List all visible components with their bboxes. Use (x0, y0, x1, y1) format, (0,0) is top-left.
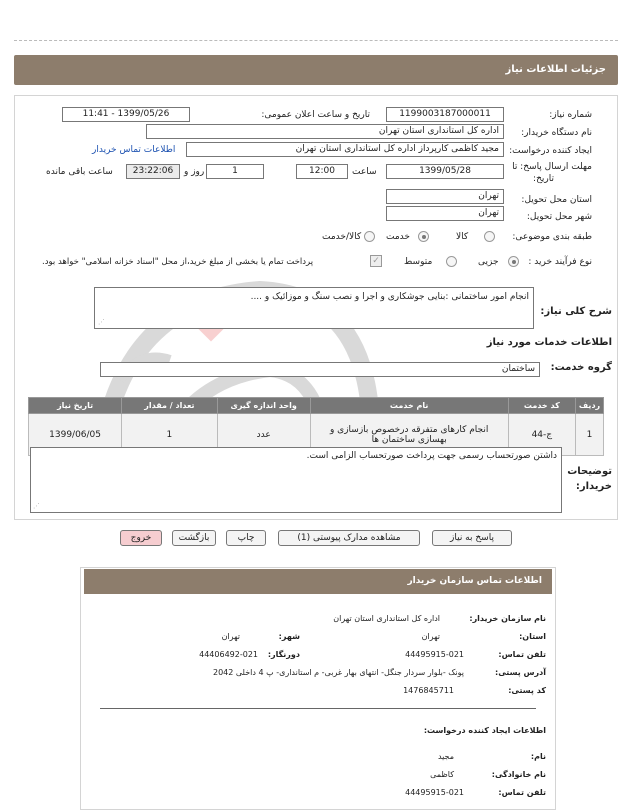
summary-label: شرح کلی نیاز: (540, 306, 612, 317)
process-label: نوع فرآیند خرید : (528, 257, 592, 267)
category-radio-goods[interactable] (484, 231, 495, 242)
time-label: ساعت (352, 167, 377, 177)
creator-name-label: نام: (530, 752, 546, 761)
creator-phone-label: تلفن تماس: (498, 788, 546, 797)
col-header-row-number: ردیف (576, 398, 604, 414)
creator-phone-value: 44495915-021 (405, 788, 464, 797)
attachments-button[interactable]: مشاهده مدارک پیوستی (1) (278, 530, 420, 546)
process-option-minor: جزیی (478, 257, 499, 267)
service-group-field: ساختمان (100, 362, 540, 377)
process-radio-minor[interactable] (508, 256, 519, 267)
checkbox-icon[interactable]: ✓ (370, 255, 382, 267)
col-header-quantity: تعداد / مقدار (122, 398, 217, 414)
cell-quantity: 1 (122, 414, 217, 456)
summary-field: انجام امور ساختمانی :بنایی جوشکاری و اجرا و نصب سنگ و موزائیک و .... (94, 287, 534, 329)
announce-field: 1399/05/26 - 11:41 (62, 107, 190, 122)
remaining-time-field: 23:22:06 (126, 164, 180, 179)
days-field: 1 (206, 164, 264, 179)
cell-need-date: 1399/06/05 (29, 414, 122, 456)
contact-divider (100, 708, 536, 709)
table-header-row (29, 398, 604, 414)
buyer-field: اداره کل استانداری استان تهران (146, 124, 504, 139)
deadline-label-date: تاریخ: (533, 174, 554, 184)
contact-city-label: شهر: (278, 632, 300, 641)
contact-header (84, 569, 552, 594)
cell-row-number: 1 (576, 414, 604, 456)
buyer-contact-link[interactable]: اطلاعات تماس خریدار (92, 145, 176, 155)
category-radio-service[interactable] (418, 231, 429, 242)
buyer-label: نام دستگاه خریدار: (521, 128, 592, 138)
creator-name-value: مجید (437, 752, 454, 761)
contact-province-value: تهران (421, 632, 440, 641)
contact-fax-label: دورنگار: (267, 650, 300, 659)
page-header (14, 55, 618, 85)
need-number-label: شماره نیاز: (549, 110, 592, 120)
contact-panel (80, 567, 556, 810)
contact-phone-value: 44495915-021 (405, 650, 464, 659)
contact-phone-label: تلفن تماس: (498, 650, 546, 659)
province-label: استان محل تحویل: (521, 195, 592, 205)
col-header-unit: واحد اندازه گیری (217, 398, 310, 414)
category-option-goods: کالا (456, 232, 469, 242)
days-label: روز و (184, 167, 205, 177)
page-title: جزئیات اطلاعات نیاز (505, 64, 606, 75)
contact-fax-value: 44406492-021 (199, 650, 258, 659)
remaining-label: ساعت باقی مانده (46, 167, 113, 177)
creator-label: ایجاد کننده درخواست: (509, 146, 592, 156)
col-header-need-date: تاریخ نیاز (29, 398, 122, 414)
process-option-medium: متوسط (404, 257, 433, 267)
category-radio-goods-service[interactable] (364, 231, 375, 242)
process-radio-medium[interactable] (446, 256, 457, 267)
contact-address-label: آدرس پستی: (495, 668, 546, 677)
col-header-service-name: نام خدمت (310, 398, 508, 414)
creator-info-title: اطلاعات ایجاد کننده درخواست: (423, 726, 546, 735)
city-field: تهران (386, 206, 504, 221)
need-number-field: 1199003187000011 (386, 107, 504, 122)
province-field: تهران (386, 189, 504, 204)
services-title: اطلاعات خدمات مورد نیاز (486, 337, 612, 348)
contact-postal-value: 1476845711 (403, 686, 454, 695)
creator-family-value: کاظمی (430, 770, 454, 779)
reply-button[interactable]: پاسخ به نیاز (432, 530, 512, 546)
deadline-time-field: 12:00 (296, 164, 348, 179)
category-label: طبقه بندی موضوعی: (512, 232, 592, 242)
creator-field: مجید کاظمی کارپرداز اداره کل استانداری استان تهران (186, 142, 504, 157)
top-divider (14, 40, 618, 41)
announce-label: تاریخ و ساعت اعلان عمومی: (261, 110, 370, 120)
resize-grip-icon[interactable]: ⋰ (98, 318, 105, 326)
notes-field: داشتن صورتحساب رسمی جهت پرداخت صورتحساب الزامی است. (30, 447, 562, 513)
contact-postal-label: کد پستی: (508, 686, 546, 695)
category-option-goods-service: کالا/خدمت (322, 232, 362, 242)
contact-address-value: پونک -بلوار سردار جنگل- انتهای بهار غربی- م استانداری- پ 4 داخلی 2042 (212, 668, 464, 677)
payment-note: پرداخت تمام یا بخشی از مبلغ خرید،از محل "اسناد خزانه اسلامی" خواهد بود. (42, 257, 314, 267)
print-button[interactable]: چاپ (226, 530, 266, 546)
notes-label: توضیحات (567, 466, 612, 477)
cell-service-code: ج-44 (508, 414, 576, 456)
exit-button[interactable]: خروج (120, 530, 162, 546)
contact-province-label: استان: (519, 632, 546, 641)
creator-family-label: نام خانوادگی: (491, 770, 546, 779)
service-group-label: گروه خدمت: (550, 362, 612, 373)
notes-resize-grip-icon[interactable]: ⋰ (33, 502, 40, 510)
contact-org-label: نام سازمان خریدار: (469, 614, 546, 623)
col-header-service-code: کد خدمت (508, 398, 576, 414)
notes-label-buyer: خریدار: (575, 481, 612, 492)
cell-service-name: انجام کارهای متفرقه درخصوص بازسازی و بهسازی ساختمان ها (310, 414, 508, 456)
category-option-service: خدمت (386, 232, 410, 242)
contact-title: اطلاعات تماس سازمان خریدار (407, 576, 542, 586)
deadline-date-field: 1399/05/28 (386, 164, 504, 179)
back-button[interactable]: بازگشت (172, 530, 216, 546)
city-label: شهر محل تحویل: (526, 212, 592, 222)
contact-city-value: تهران (221, 632, 240, 641)
deadline-label: مهلت ارسال پاسخ: تا (512, 162, 592, 172)
cell-unit: عدد (217, 414, 310, 456)
contact-org-value: اداره کل استانداری استان تهران (333, 614, 440, 623)
